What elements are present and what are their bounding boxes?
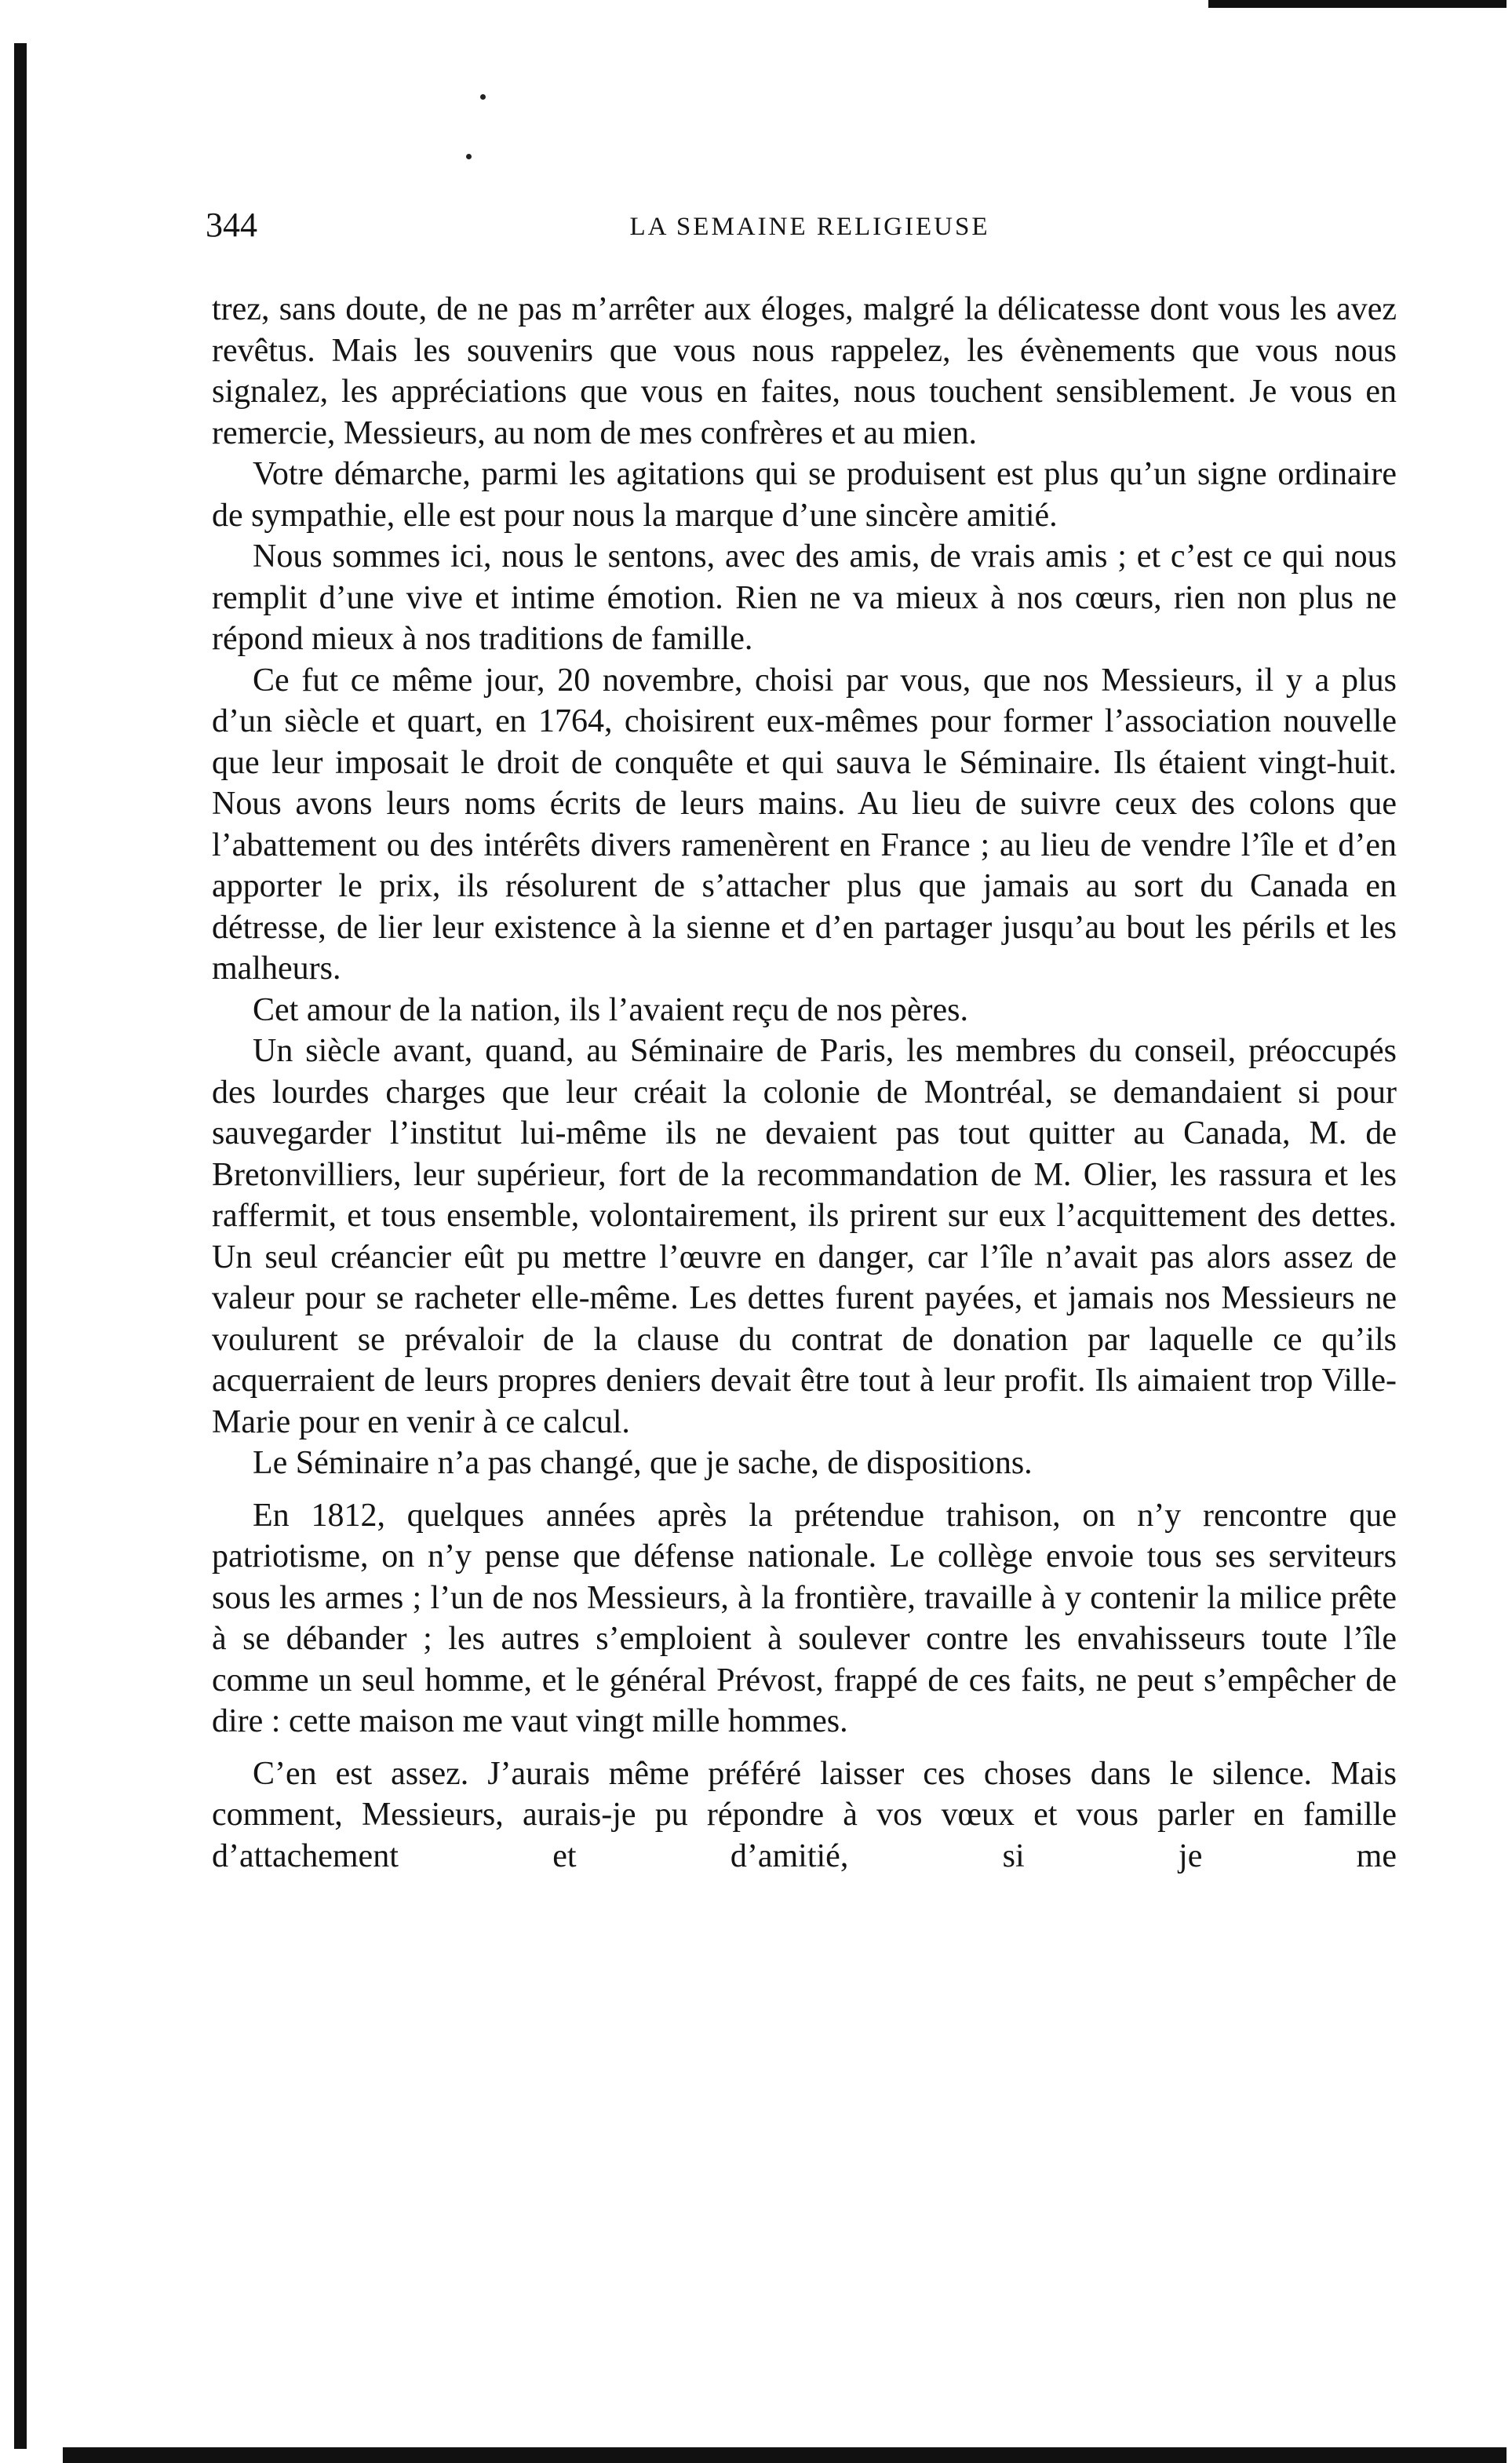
paragraph: Votre démarche, parmi les agitations qui se produisent est plus qu’un signe ordinaire de sympathie, elle est pour nous la marque d’une sincère amitié. (212, 456, 1397, 534)
page-number: 344 (206, 206, 257, 244)
paragraph: Cet amour de la nation, ils l’avaient reçu de nos pères. (253, 991, 969, 1028)
body-text (212, 289, 1397, 1877)
scan-speck (480, 94, 486, 100)
scan-edge-left (14, 43, 27, 2449)
paragraph: En 1812, quelques années après la prétendue trahison, on n’y rencontre que patriotisme, on n’y pense que défense nationale. Le collège envoie tous ses serviteurs sous les armes ; l’un de nos Messieurs, à la frontière, travaille à y contenir la milice prête à se débander ; les autres s’emploient à soulever contre les envahisseurs toute l’île comme un seul homme, et le général Prévost, frappé de ces faits, ne peut s’empêcher de dire : cette maison me vaut vingt mille hommes. (212, 1497, 1397, 1739)
paragraph: C’en est assez. J’aurais même préféré laisser ces choses dans le silence. Mais comment, Messieurs, aurais-je pu répondre à vos vœux et vous parler en famille d’attachement et d’amitié, si je me (212, 1755, 1397, 1874)
paragraph: Nous sommes ici, nous le sentons, avec des amis, de vrais amis ; et c’est ce qui nous remplit d’une vive et intime émotion. Rien ne va mieux à nos cœurs, rien non plus ne répond mieux à nos traditions de famille. (212, 538, 1397, 657)
running-head: LA SEMAINE RELIGIEUSE (629, 213, 990, 241)
paragraph: trez, sans doute, de ne pas m’arrêter aux éloges, malgré la délicatesse dont vous les avez revêtus. Mais les souvenirs que vous nous rappelez, les évènements que vous nous signalez, les appréciations que vous en faites, nous touchent sensiblement. Je vous en remercie, Messieurs, au nom de mes confrères et au mien. (212, 291, 1397, 451)
paragraph: Ce fut ce même jour, 20 novembre, choisi par vous, que nos Messieurs, il y a plus d’un siècle et quart, en 1764, choisirent eux-mêmes pour former l’association nouvelle que leur imposait le droit de conquête et qui sauva le Séminaire. Ils étaient vingt-huit. Nous avons leurs noms écrits de leurs mains. Au lieu de suivre ceux des colons que l’abattement ou des intérêts divers ramenèrent en France ; au lieu de vendre l’île et d’en apporter le prix, ils résolurent de s’attacher plus que jamais au sort du Canada en détresse, de lier leur existence à la sienne et d’en partager jusqu’au bout les périls et les malheurs. (212, 662, 1397, 987)
paragraph: Un siècle avant, quand, au Séminaire de Paris, les membres du conseil, préoccupés des lourdes charges que leur créait la colonie de Montréal, se demandaient si pour sauvegarder l’institut lui-même ils ne devaient pas tout quitter au Canada, M. de Bretonvilliers, leur supérieur, fort de la recommandation de M. Olier, les rassura et les raffermit, et tous ensemble, volontairement, ils prirent sur eux l’acquittement des dettes. Un seul créancier eût pu mettre l’œuvre en danger, car l’île n’avait pas alors assez de valeur pour se racheter elle-même. Les dettes furent payées, et jamais nos Messieurs ne voulurent se prévaloir de la clause du contrat de donation par laquelle ce qu’ils acquerraient de leurs propres deniers devait être tout à leur profit. Ils aimaient trop Ville-Marie pour en venir à ce calcul. (212, 1033, 1397, 1440)
page-header (206, 206, 1414, 245)
scan-edge-bottom (63, 2447, 1507, 2463)
scan-speck (466, 154, 472, 159)
paragraph: Le Séminaire n’a pas changé, que je sache, de dispositions. (253, 1445, 1033, 1481)
scan-edge-top (1208, 0, 1507, 8)
